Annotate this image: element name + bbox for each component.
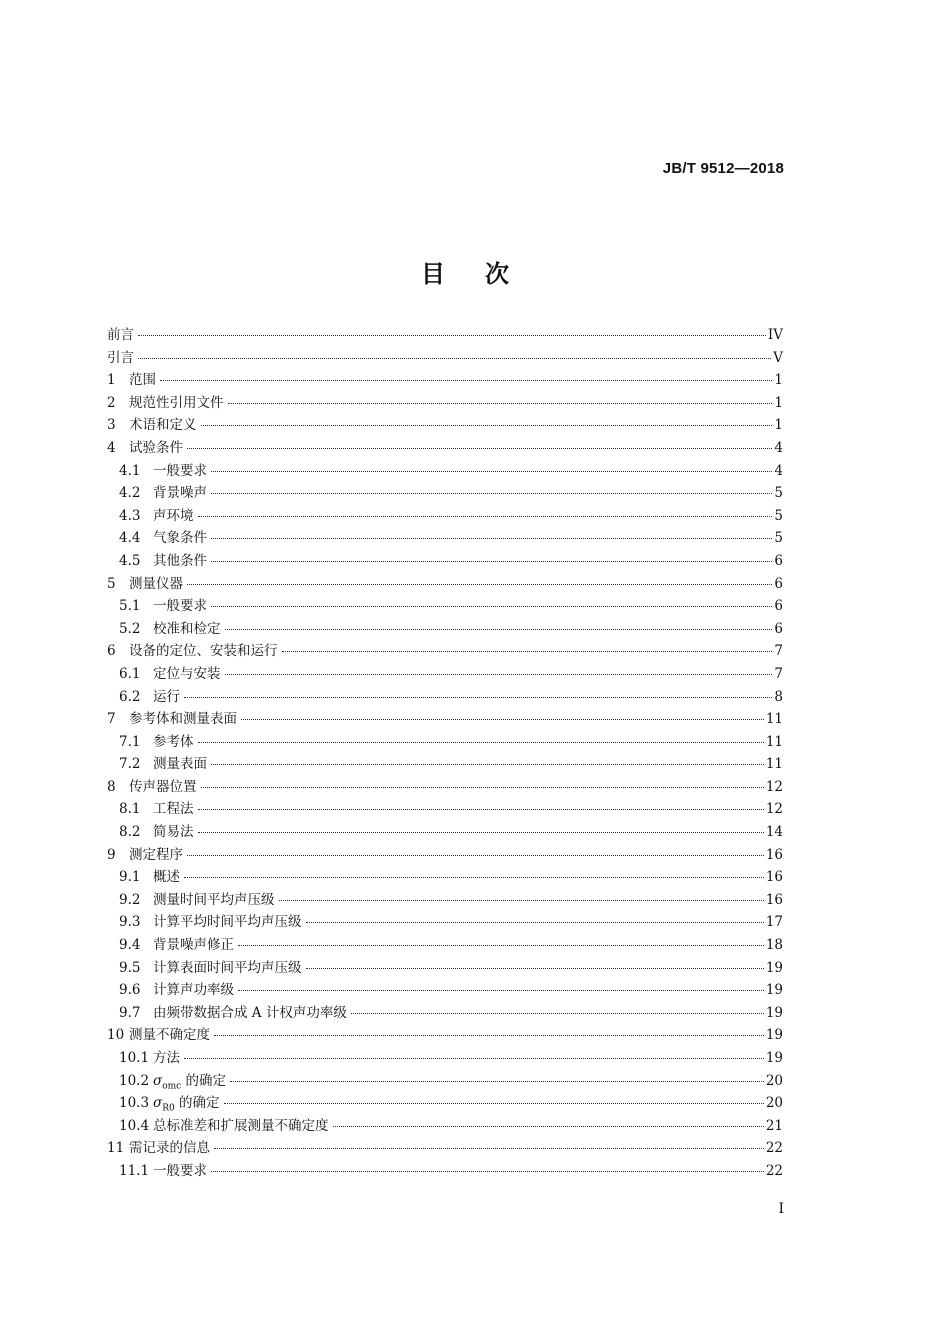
toc-entry-page: 12	[765, 801, 783, 818]
toc-entry[interactable]	[107, 956, 783, 979]
toc-entry-page: 6	[774, 620, 783, 637]
toc-entry[interactable]	[107, 685, 783, 708]
toc-entry-page: 20	[765, 1095, 783, 1112]
sigma-symbol: $\sigma_{omc}$	[153, 1072, 182, 1092]
toc-entry-number: 4.4	[119, 530, 141, 547]
dot-leader	[138, 358, 771, 359]
dot-leader	[184, 877, 764, 878]
toc-entry[interactable]	[107, 1001, 783, 1024]
toc-entry-number: 10.2	[119, 1072, 150, 1089]
toc-entry-label: 计算平均时间平均声压级	[153, 914, 302, 931]
page-title: 目次	[421, 260, 549, 288]
toc-entry-number: 11	[107, 1140, 125, 1157]
toc-entry-label: 计算声功率级	[153, 982, 234, 999]
toc-entry-label: 由频带数据合成 A 计权声功率级	[153, 1004, 347, 1021]
sigma-subscript: omc	[162, 1081, 182, 1092]
toc-entry-number: 4.5	[119, 552, 141, 569]
toc-entry-number: 9.7	[119, 1004, 141, 1021]
toc-entry-label: 传声器位置	[129, 778, 197, 795]
toc-entry-number: 10.3	[119, 1095, 150, 1112]
dot-leader	[214, 1035, 764, 1036]
dot-leader	[198, 809, 764, 810]
toc-entry-number: 8.2	[119, 824, 141, 841]
toc-entry-page: 5	[774, 530, 783, 547]
toc-entry-label: 概述	[153, 869, 180, 886]
dot-leader	[187, 584, 772, 585]
dot-leader	[187, 448, 772, 449]
toc-entry-page: 4	[774, 462, 783, 479]
toc-entry-page: 19	[765, 1050, 783, 1066]
toc-entry-number: 7.2	[119, 756, 141, 773]
toc-entry-page: 1	[774, 394, 783, 411]
toc-entry[interactable]	[107, 323, 783, 346]
toc-entry[interactable]	[107, 933, 783, 956]
toc-entry-number: 9.4	[119, 937, 141, 954]
toc-entry-number: 10.1	[119, 1050, 150, 1066]
toc-entry[interactable]	[107, 662, 783, 685]
toc-entry-label-text: 的确定	[174, 1095, 220, 1112]
dot-leader	[187, 855, 764, 856]
dot-leader	[225, 629, 773, 630]
toc-entry-page: 6	[774, 598, 783, 615]
toc-entry-page: 16	[765, 846, 783, 863]
dot-leader	[201, 787, 764, 788]
toc-entry-label: 运行	[153, 688, 180, 705]
toc-entry[interactable]	[107, 820, 783, 843]
toc-entry-label: 其他条件	[153, 552, 207, 569]
toc-entry[interactable]	[107, 730, 783, 753]
dot-leader	[211, 1171, 764, 1172]
toc-entry[interactable]	[107, 707, 783, 730]
toc-entry-label: 测量不确定度	[129, 1027, 210, 1044]
toc-entry-number: 4.2	[119, 485, 141, 502]
toc-entry-number: 1	[107, 372, 116, 389]
toc-entry-number: 7	[107, 711, 116, 728]
toc-entry-page: 21	[765, 1117, 783, 1134]
toc-entry[interactable]	[107, 346, 783, 369]
sigma-symbol: $\sigma_{R0}$	[153, 1095, 175, 1114]
toc-entry-number: 6.2	[119, 688, 141, 705]
toc-entry-label: 规范性引用文件	[129, 394, 224, 411]
toc-entry-number: 2	[107, 394, 116, 411]
toc-entry-page: 16	[765, 891, 783, 908]
toc-entry-number: 9.5	[119, 959, 141, 976]
toc-entry-label: 背景噪声修正	[153, 937, 234, 954]
toc-entry-label: 一般要求	[153, 1162, 207, 1179]
toc-entry[interactable]	[107, 910, 783, 933]
toc-entry-label: 前言	[107, 327, 134, 343]
toc-entry[interactable]	[107, 436, 783, 459]
toc-entry-page: 19	[765, 1027, 783, 1044]
toc-entry-label: 引言	[107, 349, 134, 366]
toc-entry-page: 12	[765, 778, 783, 795]
toc-entry-label: 试验条件	[129, 439, 183, 456]
toc-entry-number: 6	[107, 643, 116, 660]
toc-entry[interactable]	[107, 1023, 783, 1046]
toc-entry[interactable]	[107, 504, 783, 527]
dot-leader	[211, 471, 772, 472]
toc-entry-label	[153, 1069, 228, 1092]
toc-entry[interactable]	[107, 368, 783, 391]
toc-entry-number: 10.4	[119, 1117, 150, 1134]
dot-leader	[228, 403, 773, 404]
toc-entry-label: 一般要求	[153, 462, 207, 479]
toc-entry-label: 一般要求	[153, 598, 207, 615]
toc-entry-number: 8.1	[119, 801, 141, 818]
dot-leader	[184, 1058, 764, 1059]
toc-entry-number: 10	[107, 1027, 125, 1044]
toc-entry-label: 测量仪器	[129, 575, 183, 592]
toc-entry[interactable]	[107, 617, 783, 640]
toc-entry-label: 设备的定位、安装和运行	[129, 643, 278, 660]
toc-entry-number: 5.1	[119, 598, 141, 615]
toc-entry-page: V	[773, 349, 783, 366]
sigma-subscript: R0	[162, 1103, 175, 1114]
dot-leader	[184, 697, 772, 698]
toc-entry[interactable]	[107, 1091, 783, 1114]
toc-entry-number: 7.1	[119, 733, 141, 750]
toc-entry-number: 9.6	[119, 982, 141, 999]
toc-entry[interactable]	[107, 549, 783, 572]
toc-entry-page: 22	[765, 1162, 783, 1179]
toc-entry[interactable]	[107, 413, 783, 436]
toc-entry-number: 5.2	[119, 620, 141, 637]
toc-entry-number: 9.1	[119, 869, 141, 886]
dot-leader	[225, 674, 773, 675]
toc-entry[interactable]	[107, 1069, 783, 1092]
dot-leader	[224, 1103, 764, 1104]
toc-entry-page: 6	[774, 552, 783, 569]
toc-entry[interactable]	[107, 481, 783, 504]
dot-leader	[198, 742, 764, 743]
toc-entry-page: 11	[765, 711, 783, 728]
document-code: JB/T 9512—2018	[662, 160, 784, 177]
dot-leader	[306, 968, 764, 969]
toc-entry-page: 1	[774, 417, 783, 434]
toc-entry-page: 22	[765, 1140, 783, 1157]
dot-leader	[214, 1148, 764, 1149]
toc-entry-label: 需记录的信息	[129, 1140, 210, 1157]
toc-entry-number: 5	[107, 575, 116, 592]
toc-entry-number: 6.1	[119, 665, 141, 682]
toc-entry-label: 参考体和测量表面	[129, 711, 237, 728]
toc-entry-label: 范围	[129, 372, 156, 389]
toc-entry-page: 7	[774, 665, 783, 682]
toc-entry-number: 4.1	[119, 462, 141, 479]
toc-entry-number: 9.2	[119, 891, 141, 908]
toc-entry-page: 11	[765, 756, 783, 773]
toc-entry-label: 声环境	[153, 507, 194, 524]
toc-entry-number: 11.1	[119, 1162, 150, 1179]
dot-leader	[198, 832, 764, 833]
toc-entry[interactable]	[107, 888, 783, 911]
toc-entry-label: 测定程序	[129, 846, 183, 863]
dot-leader	[201, 425, 773, 426]
toc-entry-label: 定位与安装	[153, 665, 221, 682]
dot-leader	[351, 1013, 764, 1014]
dot-leader	[279, 900, 764, 901]
toc-entry-page: 4	[774, 439, 783, 456]
toc-entry-page: 1	[774, 372, 783, 389]
toc-entry[interactable]	[107, 1159, 783, 1182]
toc-entry-page: IV	[767, 327, 783, 343]
toc-entry-page: 7	[774, 643, 783, 660]
toc-entry-label: 参考体	[153, 733, 194, 750]
toc-entry-page: 16	[765, 869, 783, 886]
toc-entry-page: 11	[765, 733, 783, 750]
toc-entry-number: 9	[107, 846, 116, 863]
toc-entry-page: 14	[765, 824, 783, 841]
dot-leader	[211, 606, 772, 607]
toc-entry-page: 19	[765, 1004, 783, 1021]
toc-entry[interactable]	[107, 1046, 783, 1069]
toc-entry-label: 术语和定义	[129, 417, 197, 434]
dot-leader	[211, 764, 764, 765]
toc-entry-number: 8	[107, 778, 116, 795]
toc-entry-number: 4	[107, 439, 116, 456]
toc-entry-page: 18	[765, 937, 783, 954]
toc-entry[interactable]	[107, 572, 783, 595]
toc-entry-label: 测量表面	[153, 756, 207, 773]
toc-entry-page: 5	[774, 485, 783, 502]
toc-entry[interactable]	[107, 391, 783, 414]
toc-entry-page: 19	[765, 982, 783, 999]
dot-leader	[211, 493, 772, 494]
toc-entry[interactable]	[107, 1114, 783, 1137]
toc-entry[interactable]	[107, 775, 783, 798]
toc-entry-number: 3	[107, 417, 116, 434]
toc-entry[interactable]	[107, 526, 783, 549]
dot-leader	[238, 945, 764, 946]
toc-entry-label: 气象条件	[153, 530, 207, 547]
dot-leader	[211, 538, 772, 539]
toc-entry[interactable]	[107, 865, 783, 888]
dot-leader	[138, 335, 766, 336]
toc-entry-label: 测量时间平均声压级	[153, 891, 275, 908]
toc-entry-label: 计算表面时间平均声压级	[153, 959, 302, 976]
toc-entry-label: 校准和检定	[153, 620, 221, 637]
toc-entry-page: 19	[765, 959, 783, 976]
toc-entry-label	[153, 1091, 222, 1114]
toc-entry[interactable]	[107, 752, 783, 775]
dot-leader	[238, 990, 764, 991]
toc-entry[interactable]	[107, 843, 783, 866]
dot-leader	[306, 922, 764, 923]
toc-entry-label: 工程法	[153, 801, 194, 818]
toc-entry-number: 4.3	[119, 507, 141, 524]
toc-entry-page: 20	[765, 1072, 783, 1089]
toc-entry[interactable]	[107, 1136, 783, 1159]
dot-leader	[160, 380, 772, 381]
dot-leader	[198, 516, 773, 517]
toc-entry[interactable]	[107, 594, 783, 617]
toc-entry-page: 8	[774, 688, 783, 705]
toc-entry[interactable]	[107, 978, 783, 1001]
page-number: I	[778, 1201, 784, 1217]
toc-entry[interactable]	[107, 639, 783, 662]
dot-leader	[333, 1126, 764, 1127]
dot-leader	[230, 1081, 764, 1082]
toc-entry-label-text: 的确定	[181, 1072, 227, 1089]
dot-leader	[282, 651, 773, 652]
toc-entry-label: 总标准差和扩展测量不确定度	[153, 1117, 329, 1134]
toc-entry-label: 简易法	[153, 824, 194, 841]
toc-entry-page: 6	[774, 575, 783, 592]
dot-leader	[241, 719, 764, 720]
dot-leader	[211, 561, 772, 562]
toc-entry-number: 9.3	[119, 914, 141, 931]
toc-entry[interactable]	[107, 459, 783, 482]
toc-entry-label: 方法	[153, 1050, 180, 1066]
toc-entry[interactable]	[107, 797, 783, 820]
table-of-contents	[107, 323, 783, 1182]
toc-entry-label: 背景噪声	[153, 485, 207, 502]
toc-entry-page: 17	[765, 914, 783, 931]
toc-entry-page: 5	[774, 507, 783, 524]
